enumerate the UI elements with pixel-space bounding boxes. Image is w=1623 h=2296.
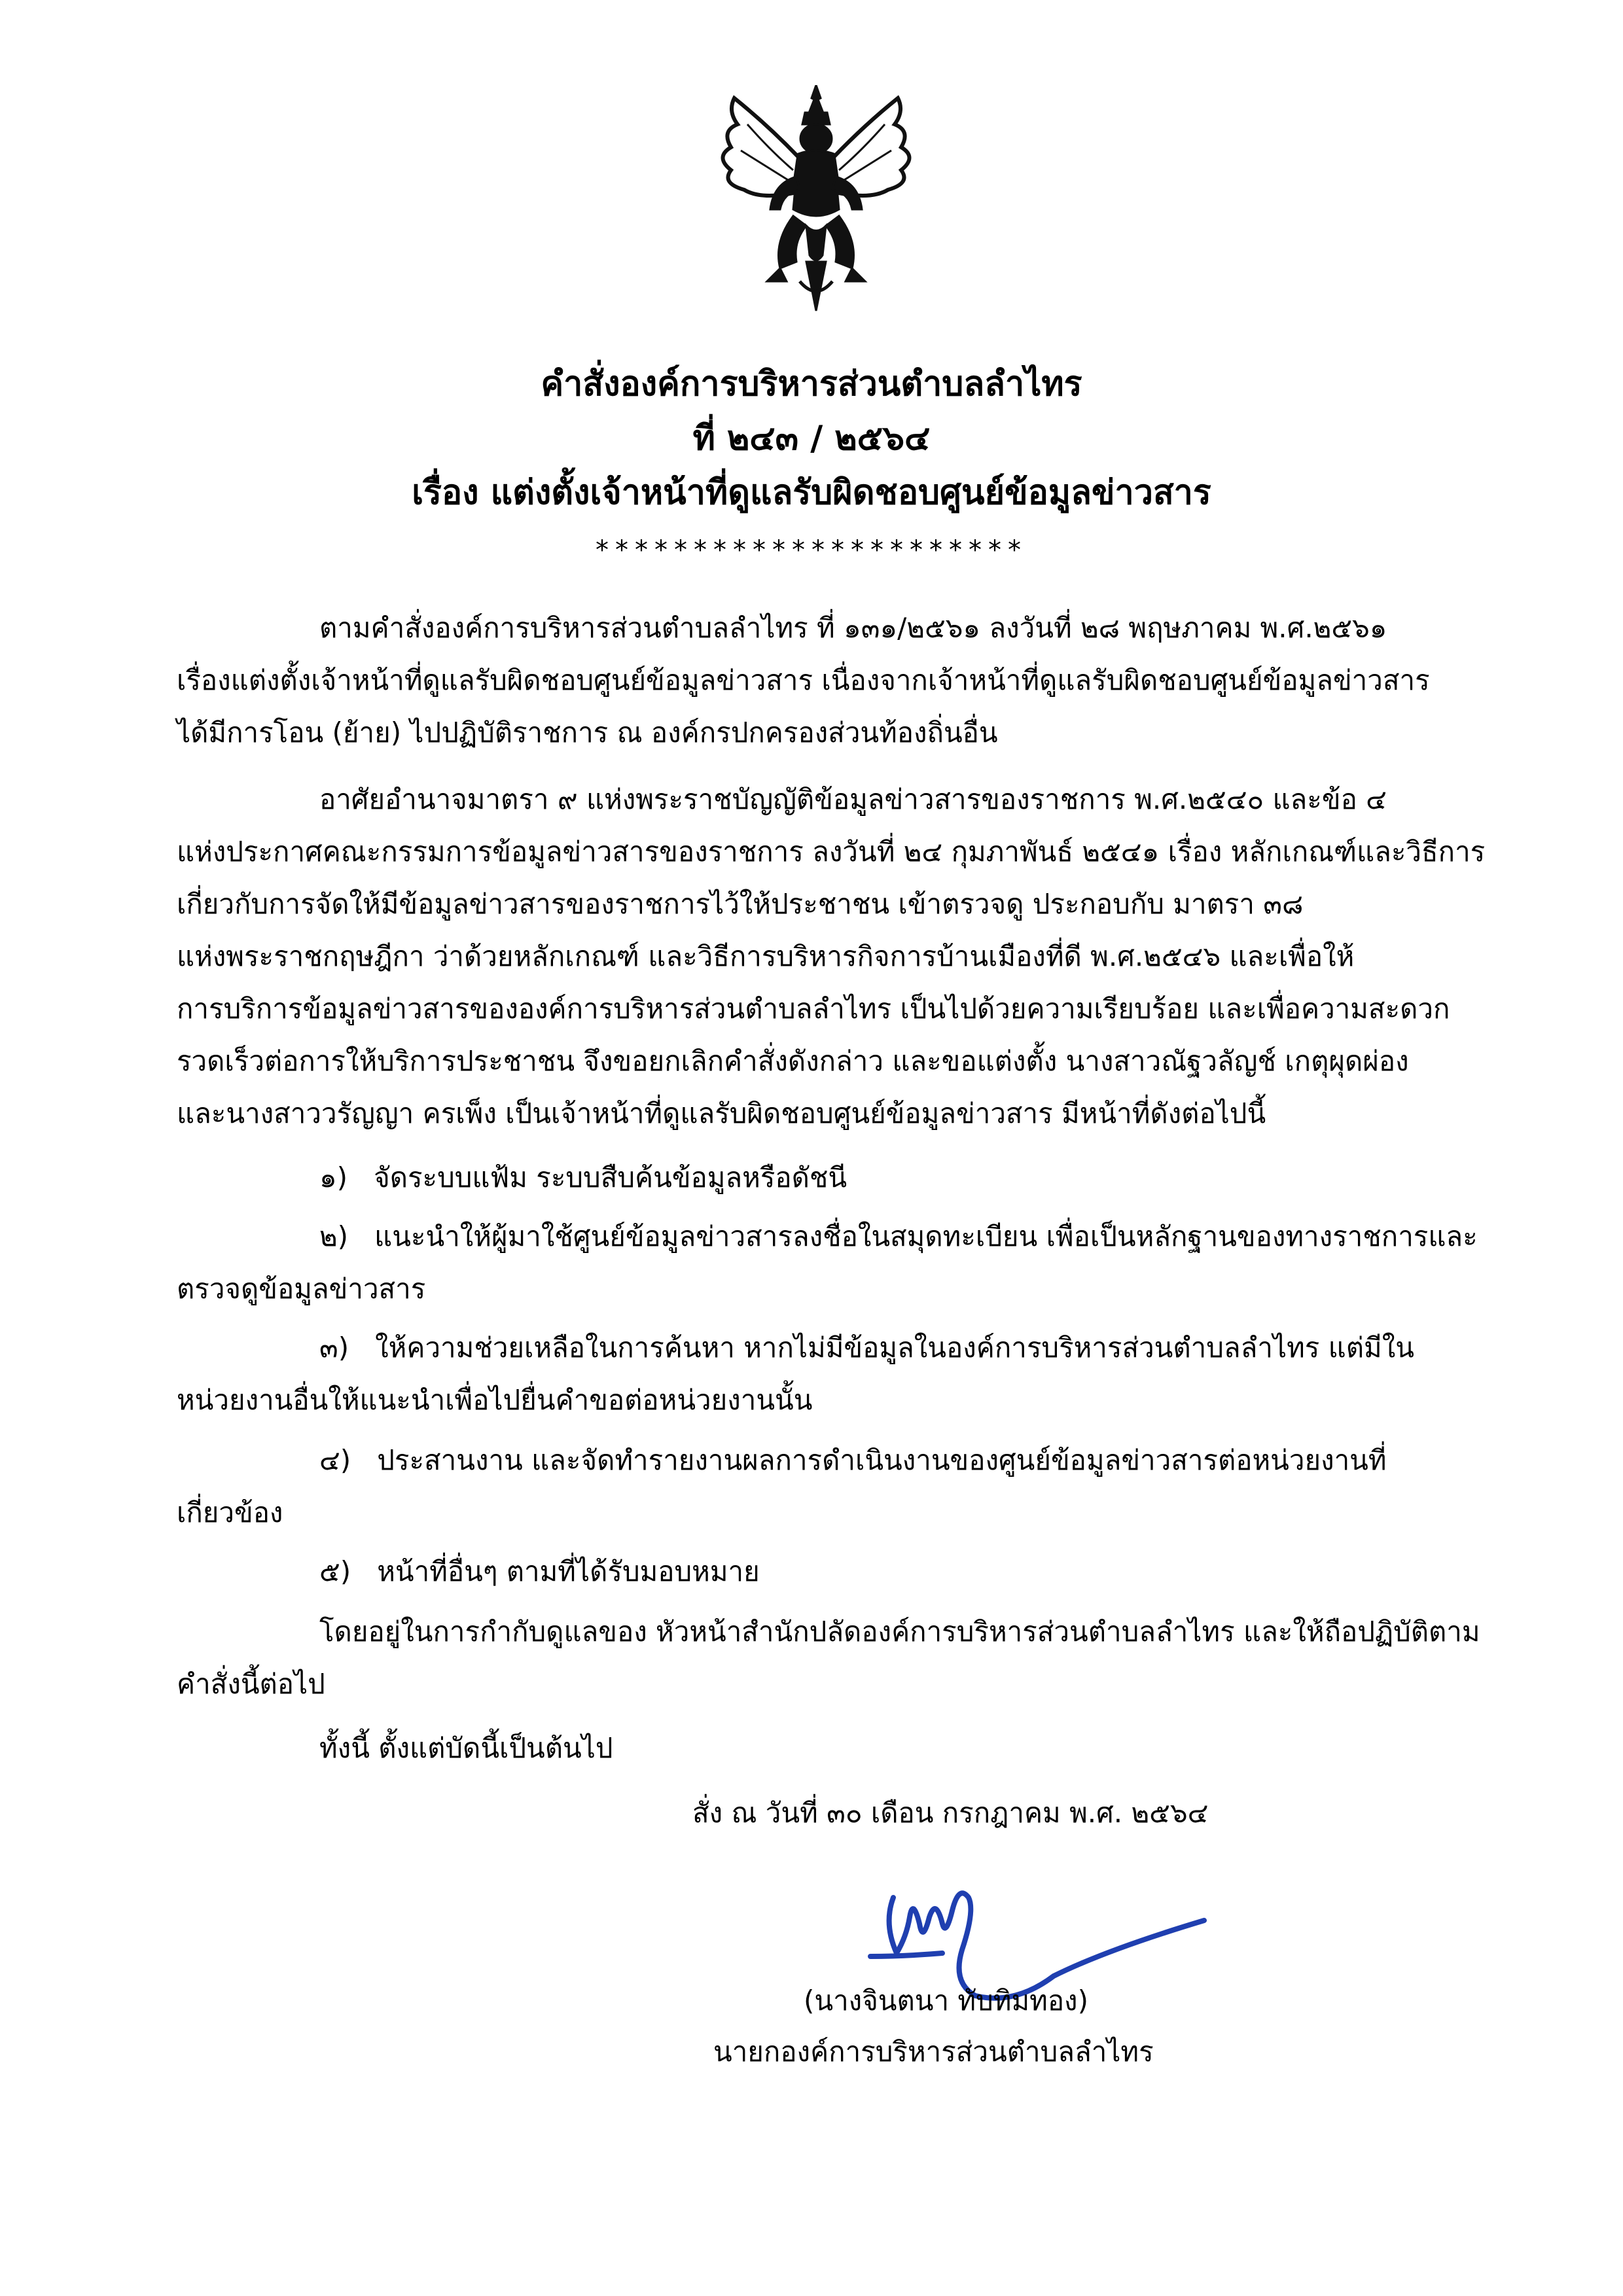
- item-4-continuation: เกี่ยวข้อง: [177, 1496, 283, 1528]
- item-2-text: แนะนำให้ผู้มาใช้ศูนย์ข้อมูลข่าวสารลงชื่อในสมุดทะเบียน เพื่อเป็นหลักฐานของทางราชการและ: [374, 1220, 1478, 1252]
- p3-line-2: คำสั่งนี้ต่อไป: [177, 1668, 325, 1700]
- p2-line-4: แห่งพระราชกฤษฎีกา ว่าด้วยหลักเกณฑ์ และวิธีการบริหารกิจการบ้านเมืองที่ดี พ.ศ.๒๕๔๖ และเพื่อให้: [177, 940, 1355, 972]
- item-2-continuation: ตรวจดูข้อมูลข่าวสาร: [177, 1273, 426, 1305]
- item-3-number: ๓): [319, 1332, 349, 1364]
- order-number: ที่ ๒๔๓ / ๒๕๖๔: [692, 419, 931, 458]
- item-2-number: ๒): [319, 1220, 349, 1252]
- p2-line-6: รวดเร็วต่อการให้บริการประชาชน จึงขอยกเลิกคำสั่งดังกล่าว และขอแต่งตั้ง นางสาวณัฐวลัญช์ เกตุผุดผ่อง: [177, 1045, 1409, 1077]
- order-subject: เรื่อง แต่งตั้งเจ้าหน้าที่ดูแลรับผิดชอบศูนย์ข้อมูลข่าวสาร: [412, 473, 1211, 512]
- order-date: สั่ง ณ วันที่ ๓๐ เดือน กรกฎาคม พ.ศ. ๒๕๖๔: [692, 1797, 1209, 1829]
- item-2: [319, 1216, 1478, 1258]
- order-title: คำสั่งองค์การบริหารส่วนตำบลลำไทร: [541, 364, 1082, 404]
- signer-position: นายกองค์การบริหารส่วนตำบลลำไทร: [713, 2036, 1154, 2068]
- p2-line-2: แห่งประกาศคณะกรรมการข้อมูลข่าวสารของราชการ ลงวันที่ ๒๔ กุมภาพันธ์ ๒๕๔๑ เรื่อง หลักเกณฑ์และวิธีการ: [177, 836, 1486, 868]
- p2-line-1: อาศัยอำนาจมาตรา ๙ แห่งพระราชบัญญัติข้อมูลข่าวสารของราชการ พ.ศ.๒๕๔๐ และข้อ ๔: [319, 783, 1387, 815]
- p3-line-1: โดยอยู่ในการกำกับดูแลของ หัวหน้าสำนักปลัดองค์การบริหารส่วนตำบลลำไทร และให้ถือปฏิบัติตาม: [319, 1616, 1480, 1648]
- item-5: [319, 1551, 760, 1593]
- p2-line-5: การบริการข้อมูลข่าวสารขององค์การบริหารส่วนตำบลลำไทร เป็นไปด้วยความเรียบร้อย และเพื่อความสะดวก: [177, 993, 1450, 1025]
- p4-line: ทั้งนี้ ตั้งแต่บัดนี้เป็นต้นไป: [319, 1732, 613, 1764]
- item-3-continuation: หน่วยงานอื่นให้แนะนำเพื่อไปยื่นคำขอต่อหน่วยงานนั้น: [177, 1384, 813, 1416]
- p2-line-3: เกี่ยวกับการจัดให้มีข้อมูลข่าวสารของราชการไว้ให้ประชาชน เข้าตรวจดู ประกอบกับ มาตรา ๓๘: [177, 888, 1304, 920]
- item-1-number: ๑): [319, 1161, 348, 1193]
- separator-line: **********************: [596, 535, 1027, 565]
- p1-line-1: ตามคำสั่งองค์การบริหารส่วนตำบลลำไทร ที่ ๑๓๑/๒๕๖๑ ลงวันที่ ๒๘ พฤษภาคม พ.ศ.๒๕๖๑: [319, 612, 1387, 644]
- item-4-number: ๔): [319, 1444, 351, 1476]
- item-4: [319, 1439, 1387, 1481]
- item-5-number: ๕): [319, 1555, 351, 1587]
- item-4-text: ประสานงาน และจัดทำรายงานผลการดำเนินงานของศูนย์ข้อมูลข่าวสารต่อหน่วยงานที่: [377, 1444, 1387, 1476]
- item-5-text: หน้าที่อื่นๆ ตามที่ได้รับมอบหมาย: [377, 1555, 760, 1587]
- item-3-text: ให้ความช่วยเหลือในการค้นหา หากไม่มีข้อมูลในองค์การบริหารส่วนตำบลลำไทร แต่มีใน: [375, 1332, 1414, 1364]
- item-3: [319, 1327, 1414, 1369]
- item-1: [319, 1157, 847, 1199]
- p2-line-7: และนางสาววรัญญา ครเพ็ง เป็นเจ้าหน้าที่ดูแลรับผิดชอบศูนย์ข้อมูลข่าวสาร มีหน้าที่ดังต่อไปนี้: [177, 1097, 1266, 1129]
- garuda-emblem-icon: [708, 85, 924, 321]
- signer-name: (นางจินตนา ทับทิมทอง): [804, 1985, 1088, 2017]
- p1-line-3: ได้มีการโอน (ย้าย) ไปปฏิบัติราชการ ณ องค์กรปกครองส่วนท้องถิ่นอื่น: [177, 716, 998, 749]
- p1-line-2: เรื่องแต่งตั้งเจ้าหน้าที่ดูแลรับผิดชอบศูนย์ข้อมูลข่าวสาร เนื่องจากเจ้าหน้าที่ดูแลรับผิดชอบศูนย์ข้อมูลข่าวสาร: [177, 664, 1430, 696]
- item-1-text: จัดระบบแฟ้ม ระบบสืบค้นข้อมูลหรือดัชนี: [374, 1161, 847, 1193]
